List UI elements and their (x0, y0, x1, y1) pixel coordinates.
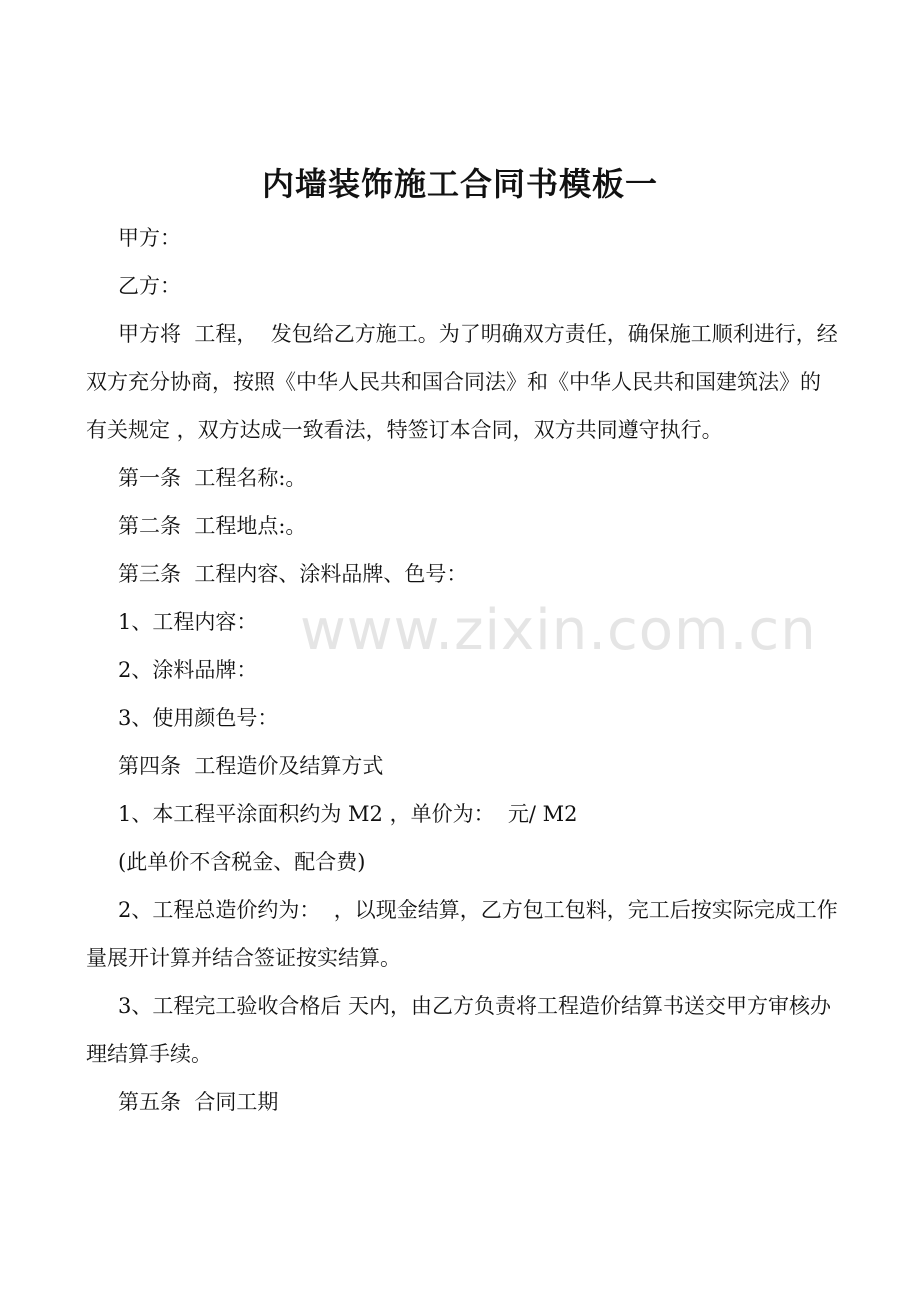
article-3-item-1: 1、工程内容： (118, 610, 258, 634)
article-3-item-3: 3、使用颜色号： (118, 706, 279, 730)
article-4-note: (此单价不含税金、配合费) (118, 850, 366, 874)
article-1: 第一条 工程名称:。 (118, 466, 307, 490)
article-3-heading: 第三条 工程内容、涂料品牌、色号： (118, 562, 468, 586)
intro-paragraph: 甲方将 工程， 发包给乙方施工。为了明确双方责任，确保施工顺利进行，经双方充分协商，按照《中华人民共和国合同法》和《中华人民共和国建筑法》的有关规定 ，双方达成一致看法，特签订本合同，双方共同遵守执行。 (86, 322, 838, 442)
article-4-item-2: 2、工程总造价约为： ，以现金结算，乙方包工包料，完工后按实际完成工作量展开计算并结合签证按实结算。 (86, 898, 838, 970)
party-b-line: 乙方： (118, 274, 181, 298)
article-4-heading: 第四条 工程造价及结算方式 (118, 754, 384, 778)
article-4-item-1: 1、本工程平涂面积约为 M2 ，单价为： 元/ M2 (118, 802, 578, 826)
article-3-item-2: 2、涂料品牌： (118, 658, 258, 682)
article-5-heading: 第五条 合同工期 (118, 1090, 279, 1114)
article-2: 第二条 工程地点:。 (118, 514, 307, 538)
article-4-item-3: 3、工程完工验收合格后 天内，由乙方负责将工程造价结算书送交甲方审核办理结算手续。 (86, 994, 832, 1066)
watermark: www.zixin.com.cn (300, 598, 817, 663)
party-a-line: 甲方： (118, 226, 181, 250)
document-body (86, 214, 838, 1126)
document-title: 内墙装饰施工合同书模板一 (261, 165, 658, 203)
